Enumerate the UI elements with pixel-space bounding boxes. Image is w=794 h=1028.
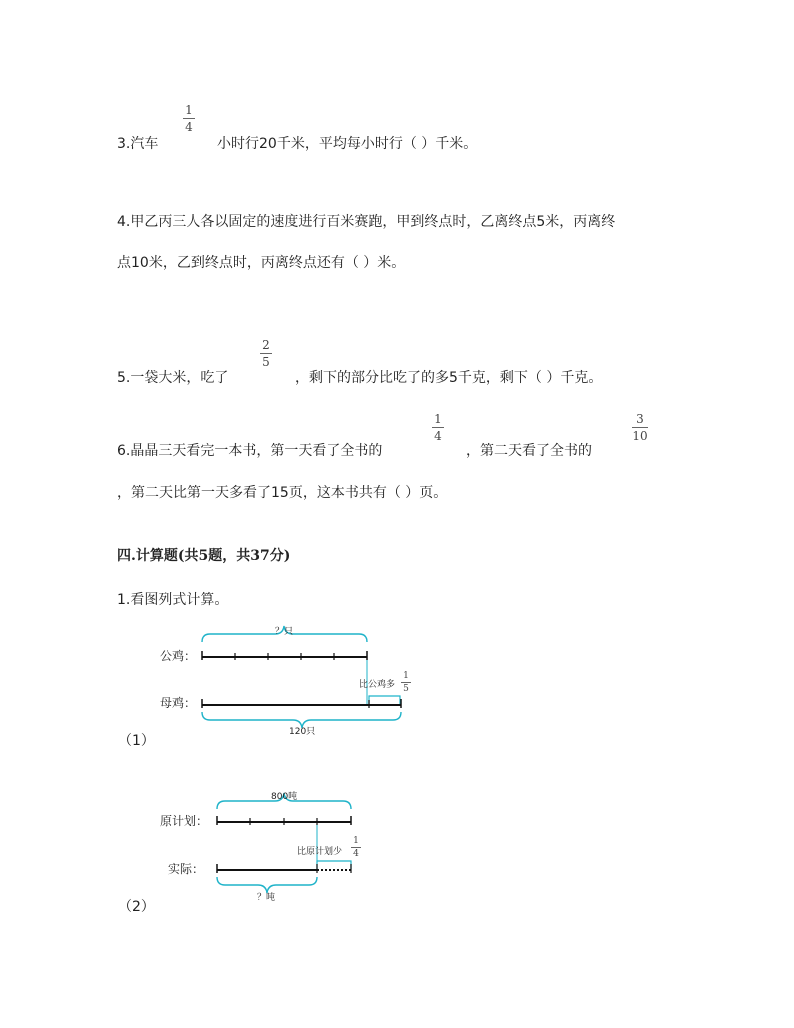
q3-fraction (183, 103, 195, 134)
q6-frac2-num: 3 (636, 412, 644, 426)
q3-frac-den: 4 (185, 120, 193, 134)
q5-fraction (260, 338, 272, 369)
q6-text-line2: ，第二天比第一天多看了15页，这本书共有（ ）页。 (117, 485, 448, 501)
q6-text-before: 6.晶晶三天看完一本书，第一天看了全书的 (117, 443, 383, 459)
diagram2-label-actual: 实际： (168, 862, 205, 876)
q5-frac-den: 5 (262, 355, 270, 369)
q6-fraction-2 (632, 412, 648, 443)
diagram2-compare-label: 比原计划少 (297, 847, 343, 857)
q4-text-line1: 4.甲乙丙三人各以固定的速度进行百米赛跑，甲到终点时，乙离终点5米，丙离终 (117, 214, 616, 230)
diagram1-extra-brace (369, 696, 400, 704)
q6-fraction-1 (432, 412, 444, 443)
q4-text-line2: 点10米，乙到终点时，丙离终点还有（ ）米。 (117, 255, 406, 271)
diagram1-compare-label: 比公鸡多 (359, 680, 396, 690)
diagram1-frac-den: 5 (403, 684, 409, 694)
q6-frac1-num: 1 (434, 412, 442, 426)
diagram1-compare-fraction (401, 671, 411, 694)
diagram2-segment-figure (210, 785, 370, 905)
diagram2-compare-fraction (351, 836, 361, 859)
q5-text-after: ，剩下的部分比吃了的多5千克，剩下（ ）千克。 (295, 370, 603, 386)
diagram1-top-brace-label: ？只 (275, 627, 294, 637)
section-title: 四.计算题(共5题，共37分) (117, 548, 291, 564)
diagram1-label-rooster: 公鸡： (160, 649, 197, 663)
diagram2-label-plan: 原计划： (160, 814, 209, 828)
calc-q1-title: 1.看图列式计算。 (117, 592, 229, 608)
diagram2-frac-num: 1 (353, 836, 359, 846)
diagram2-bottom-brace-label: ？吨 (257, 893, 276, 903)
diagram1-frac-num: 1 (403, 671, 409, 681)
diagram1-bottom-brace-label: 120只 (289, 727, 316, 737)
diagram2-less-brace (317, 861, 351, 869)
diagram2-frac-den: 4 (353, 849, 359, 859)
diagram1-label-hen: 母鸡： (160, 696, 197, 710)
diagram2-top-brace-label: 800吨 (271, 792, 298, 802)
q6-frac2-den: 10 (632, 429, 648, 443)
q6-text-middle: ，第二天看了全书的 (466, 443, 592, 459)
q6-frac1-den: 4 (434, 429, 442, 443)
q5-text-before: 5.一袋大米，吃了 (117, 370, 229, 386)
q5-frac-num: 2 (262, 338, 270, 352)
q3-text-after: 小时行20千米，平均每小时行（ ）千米。 (217, 136, 478, 152)
q3-frac-num: 1 (185, 103, 193, 117)
q3-text-before: 3.汽车 (117, 136, 159, 152)
diagram2-index: （2） (118, 899, 155, 915)
diagram1-index: （1） (118, 733, 155, 749)
